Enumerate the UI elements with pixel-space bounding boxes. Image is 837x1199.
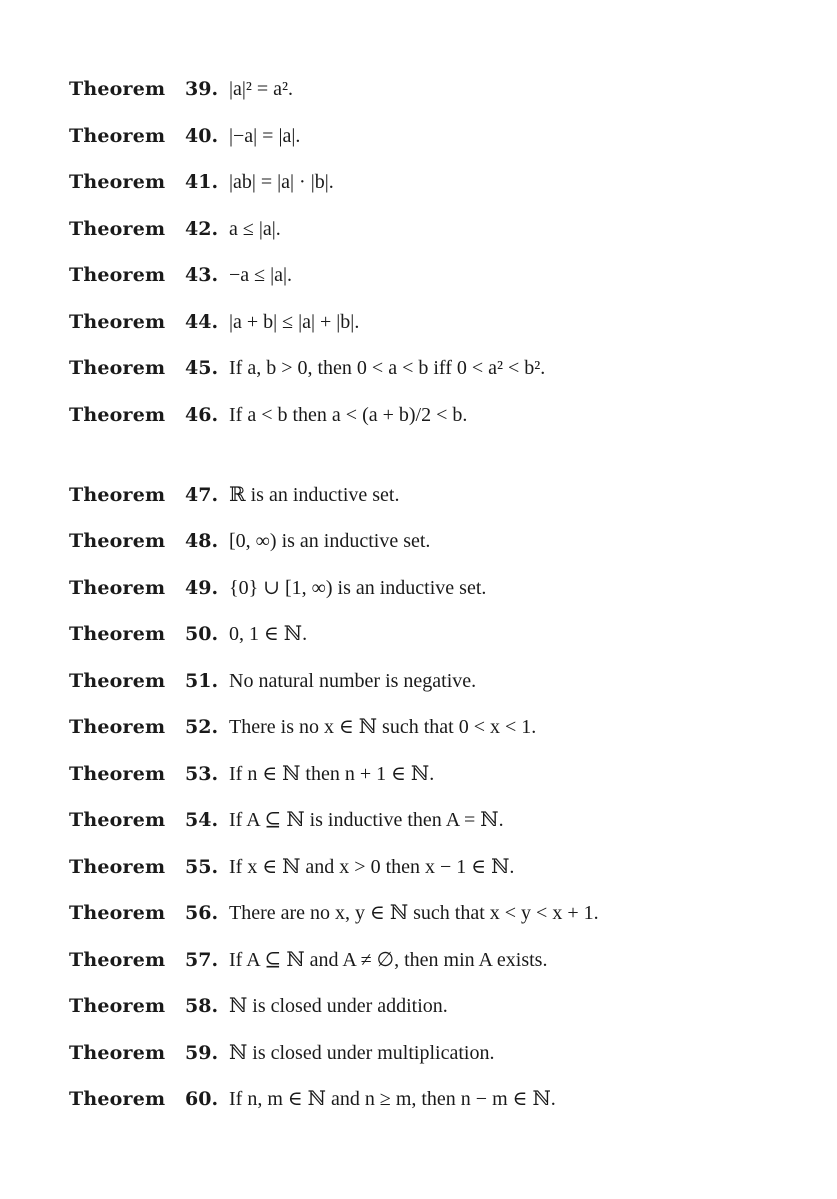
theorem-label: Theorem [69,856,166,878]
theorem-50 [69,621,307,647]
theorem-statement: |a + b| ≤ |a| + |b|. [229,311,360,333]
theorem-number: 60. [185,1088,219,1110]
theorem-number: 46. [185,404,219,426]
theorem-number: 55. [185,856,219,878]
theorem-number: 47. [185,484,219,506]
theorem-label: Theorem [69,1088,166,1110]
theorem-statement: [0, ∞) is an inductive set. [229,530,431,552]
theorem-number: 42. [185,218,219,240]
theorem-49 [69,575,486,601]
theorem-45 [69,355,545,381]
theorem-label: Theorem [69,716,166,738]
theorem-statement: |ab| = |a| · |b|. [229,171,334,193]
theorem-label: Theorem [69,264,166,286]
theorem-label: Theorem [69,484,166,506]
theorem-number: 40. [185,125,219,147]
theorem-number: 59. [185,1042,219,1064]
theorem-number: 50. [185,623,219,645]
theorem-53 [69,761,434,787]
theorem-number: 58. [185,995,219,1017]
theorem-statement: −a ≤ |a|. [229,264,293,286]
theorem-number: 44. [185,311,219,333]
theorem-number: 51. [185,670,219,692]
theorem-label: Theorem [69,530,166,552]
theorem-number: 39. [185,78,219,100]
theorem-52 [69,714,536,740]
theorem-label: Theorem [69,125,166,147]
theorem-label: Theorem [69,670,166,692]
theorem-label: Theorem [69,623,166,645]
theorem-46 [69,402,467,428]
theorem-statement: 0, 1 ∈ ℕ. [229,623,308,645]
theorem-statement: There is no x ∈ ℕ such that 0 < x < 1. [229,716,537,738]
theorem-label: Theorem [69,357,166,379]
theorem-number: 48. [185,530,219,552]
theorem-39 [69,76,293,102]
theorem-statement: If n, m ∈ ℕ and n ≥ m, then n − m ∈ ℕ. [229,1088,556,1110]
theorem-label: Theorem [69,763,166,785]
theorem-56 [69,900,599,926]
theorem-number: 57. [185,949,219,971]
theorem-47 [69,482,399,508]
theorem-label: Theorem [69,995,166,1017]
theorem-label: Theorem [69,902,166,924]
theorem-40 [69,123,300,149]
theorem-statement: If a, b > 0, then 0 < a < b iff 0 < a² < b². [229,357,546,379]
theorem-51 [69,668,476,694]
theorem-label: Theorem [69,311,166,333]
theorem-statement: If n ∈ ℕ then n + 1 ∈ ℕ. [229,763,435,785]
theorem-statement: ℝ is an inductive set. [229,484,400,506]
theorem-43 [69,262,292,288]
theorem-54 [69,807,504,833]
theorem-statement: a ≤ |a|. [229,218,281,240]
theorem-statement: If A ⊆ ℕ and A ≠ ∅, then min A exists. [229,949,548,971]
theorem-statement: |−a| = |a|. [229,125,301,147]
theorem-44 [69,309,359,335]
theorem-number: 53. [185,763,219,785]
theorem-statement: |a|² = a². [229,78,294,100]
theorem-42 [69,216,281,242]
theorem-label: Theorem [69,404,166,426]
theorem-statement: {0} ∪ [1, ∞) is an inductive set. [229,577,487,599]
theorem-statement: If x ∈ ℕ and x > 0 then x − 1 ∈ ℕ. [229,856,515,878]
theorem-statement: If A ⊆ ℕ is inductive then A = ℕ. [229,809,504,831]
theorem-55 [69,854,514,880]
theorem-label: Theorem [69,949,166,971]
theorem-label: Theorem [69,809,166,831]
theorem-number: 49. [185,577,219,599]
theorem-statement: No natural number is negative. [229,670,477,692]
theorem-57 [69,947,547,973]
theorem-label: Theorem [69,218,166,240]
theorem-number: 54. [185,809,219,831]
theorem-label: Theorem [69,577,166,599]
theorem-41 [69,169,334,195]
theorem-48 [69,528,430,554]
theorem-statement: There are no x, y ∈ ℕ such that x < y < x + 1. [229,902,599,924]
theorem-number: 56. [185,902,219,924]
theorem-number: 41. [185,171,219,193]
theorem-label: Theorem [69,78,166,100]
theorem-statement: ℕ is closed under addition. [229,995,448,1017]
theorem-60 [69,1086,556,1112]
theorem-statement: ℕ is closed under multiplication. [229,1042,495,1064]
theorem-label: Theorem [69,1042,166,1064]
theorem-number: 45. [185,357,219,379]
theorem-statement: If a < b then a < (a + b)/2 < b. [229,404,468,426]
theorem-label: Theorem [69,171,166,193]
theorem-number: 52. [185,716,219,738]
theorem-59 [69,1040,494,1066]
theorem-number: 43. [185,264,219,286]
theorem-58 [69,993,448,1019]
